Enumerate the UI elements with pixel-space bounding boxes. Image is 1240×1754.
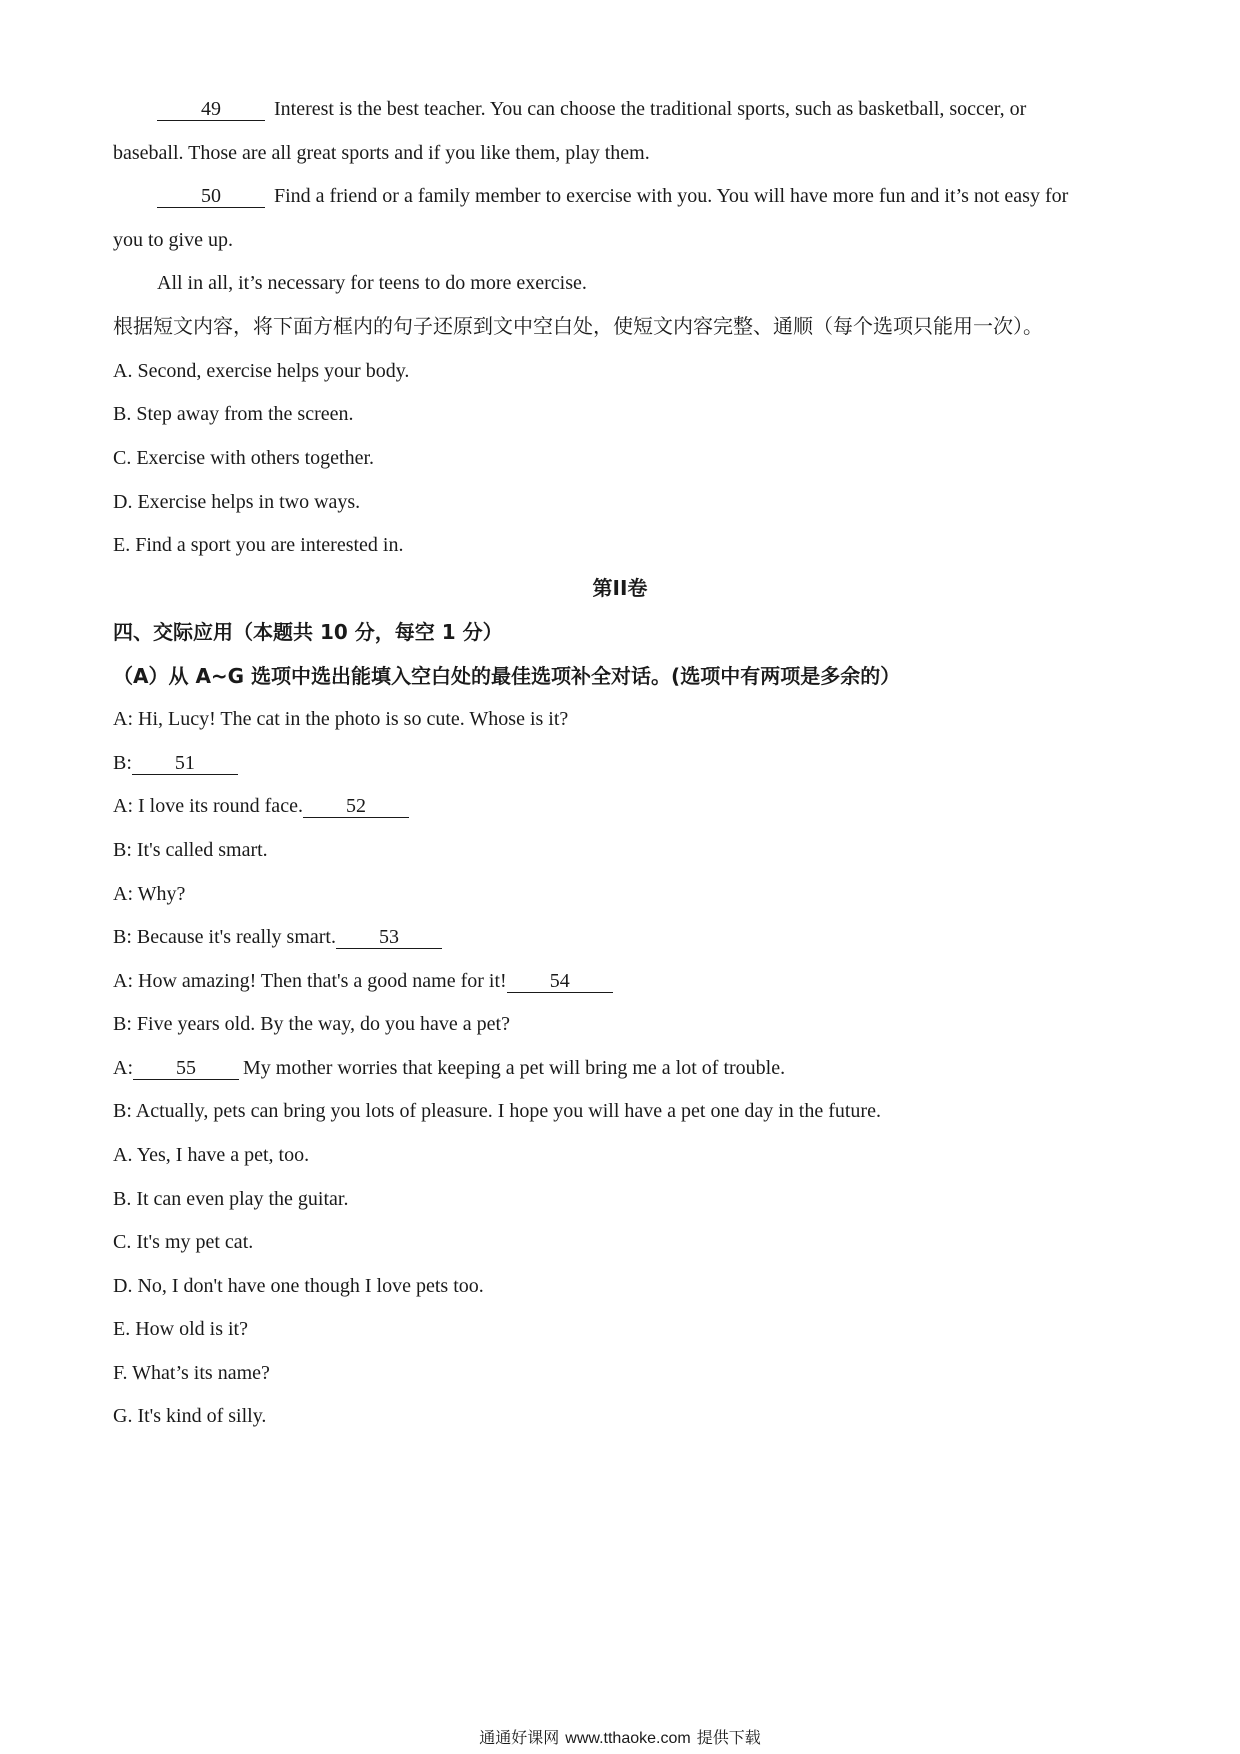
- passage-paragraph-50: [157, 182, 1187, 210]
- dialogue-line-8: [113, 1010, 1143, 1038]
- part-a-instruction: （A）从 A~G 选项中选出能填入空白处的最佳选项补全对话。(选项中有两项是多余的）: [113, 664, 901, 688]
- dialogue-line-5: [113, 880, 1143, 908]
- dialogue-option-a: A. Yes, I have a pet, too.: [113, 1144, 310, 1166]
- blank-54[interactable]: 54: [507, 970, 613, 993]
- passage-instruction: 根据短文内容，将下面方框内的句子还原到文中空白处，使短文内容完整、通顺（每个选项只能用一次）。: [113, 314, 1043, 338]
- passage-option-a: A. Second, exercise helps your body.: [113, 360, 410, 382]
- dialogue-line-2: [113, 749, 1143, 777]
- dialogue-option-g: G. It's kind of silly.: [113, 1405, 267, 1427]
- blank-49[interactable]: 49: [157, 98, 265, 121]
- footer-download-text: 提供下载: [696, 1728, 761, 1747]
- passage-option-b: B. Step away from the screen.: [113, 403, 354, 425]
- dialogue-3-text: A: I love its round face.: [113, 795, 303, 817]
- paragraph-49-continuation: baseball. Those are all great sports and if you like them, play them.: [113, 142, 650, 164]
- paragraph-50-continuation: you to give up.: [113, 229, 233, 251]
- dialogue-line-3: [113, 792, 1143, 820]
- blank-51[interactable]: 51: [132, 752, 238, 775]
- dialogue-option-e: E. How old is it?: [113, 1318, 248, 1340]
- footer-site-name: 通通好课网: [479, 1728, 560, 1747]
- dialogue-8-text: B: Five years old. By the way, do you have a pet?: [113, 1013, 510, 1035]
- blank-53[interactable]: 53: [336, 926, 442, 949]
- dialogue-option-f: F. What’s its name?: [113, 1362, 270, 1384]
- blank-50[interactable]: 50: [157, 185, 265, 208]
- paragraph-50-text: Find a friend or a family member to exercise with you. You will have more fun and it’s not easy for: [269, 185, 1069, 207]
- dialogue-line-9: [113, 1054, 1143, 1082]
- paragraph-49-text: Interest is the best teacher. You can choose the traditional sports, such as basketball, soccer, or: [269, 98, 1027, 120]
- passage-option-c: C. Exercise with others together.: [113, 447, 375, 469]
- dialogue-5-text: A: Why?: [113, 883, 186, 905]
- dialogue-line-4: [113, 836, 1143, 864]
- dialogue-1-text: A: Hi, Lucy! The cat in the photo is so cute. Whose is it?: [113, 708, 569, 730]
- passage-conclusion: All in all, it’s necessary for teens to do more exercise.: [157, 272, 587, 294]
- blank-52[interactable]: 52: [303, 795, 409, 818]
- dialogue-6-text: B: Because it's really smart.: [113, 926, 336, 948]
- dialogue-option-d: D. No, I don't have one though I love pets too.: [113, 1275, 484, 1297]
- dialogue-9-text: A:: [113, 1057, 133, 1079]
- section-4-title: 四、交际应用（本题共 10 分，每空 1 分）: [113, 620, 503, 644]
- dialogue-7-text: A: How amazing! Then that's a good name for it!: [113, 970, 507, 992]
- page-footer: [0, 1727, 1240, 1750]
- dialogue-10-text: B: Actually, pets can bring you lots of pleasure. I hope you will have a pet one day in the future.: [113, 1100, 881, 1122]
- passage-option-e: E. Find a sport you are interested in.: [113, 534, 404, 556]
- dialogue-line-1: [113, 705, 1143, 733]
- dialogue-option-c: C. It's my pet cat.: [113, 1231, 254, 1253]
- dialogue-line-6: [113, 923, 1143, 951]
- dialogue-4-text: B: It's called smart.: [113, 839, 268, 861]
- passage-option-d: D. Exercise helps in two ways.: [113, 491, 361, 513]
- volume-title: 第II卷: [592, 576, 648, 600]
- dialogue-9-post: My mother worries that keeping a pet will bring me a lot of trouble.: [243, 1057, 786, 1079]
- dialogue-line-7: [113, 967, 1143, 995]
- dialogue-line-10: [113, 1097, 1143, 1125]
- blank-55[interactable]: 55: [133, 1057, 239, 1080]
- footer-url-link[interactable]: www.tthaoke.com: [565, 1730, 691, 1747]
- passage-paragraph-49: [157, 95, 1187, 123]
- dialogue-2-text: B:: [113, 752, 132, 774]
- dialogue-option-b: B. It can even play the guitar.: [113, 1188, 349, 1210]
